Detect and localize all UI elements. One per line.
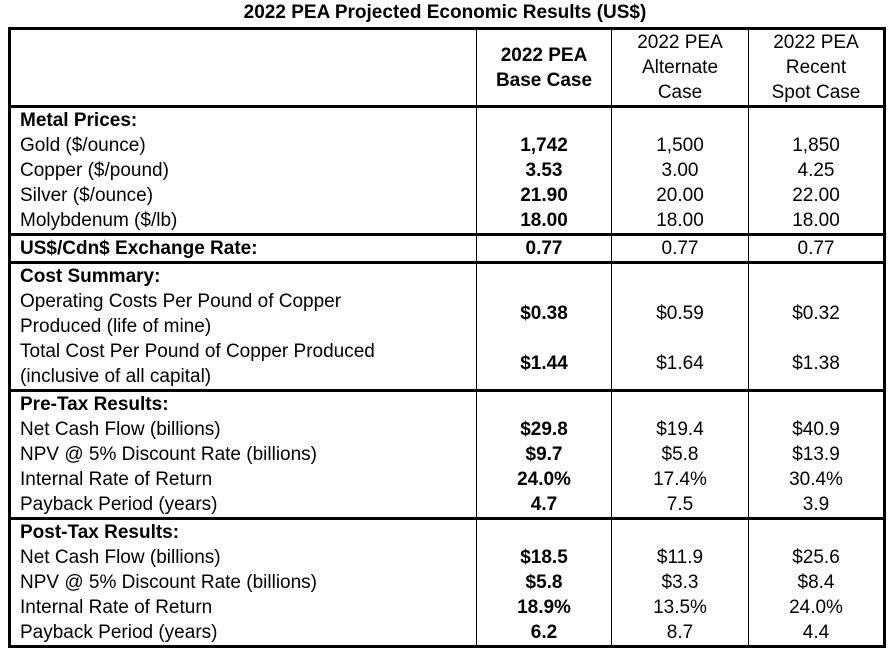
cell-posttax-irr-alt: 13.5% [653,597,707,618]
cell-pretax-payback-base: 4.7 [530,494,558,515]
metal-prices-alt-values [612,107,749,235]
cell-operating-costs-base: $0.38 [520,303,568,324]
cell-posttax-npv-alt: $3.3 [661,572,699,593]
cell-exchange-alt: 0.77 [661,238,699,259]
column-header-spot-case [749,29,885,107]
cell-molybdenum-alt: 18.00 [656,210,704,231]
row-label-exchange-rate: US$/Cdn$ Exchange Rate: [20,238,258,259]
cell-total-cost-alt: $1.64 [656,353,704,374]
pretax-labels [10,391,477,519]
cell-posttax-payback-spot: 4.4 [802,622,830,643]
row-label-posttax-payback: Payback Period (years) [20,622,218,643]
cell-posttax-irr-spot: 24.0% [789,597,843,618]
economic-results-table [8,27,886,648]
row-label-total-cost-l2: (inclusive of all capital) [20,366,212,387]
row-label-pretax-irr: Internal Rate of Return [20,469,213,490]
cell-operating-costs-spot: $0.32 [792,303,840,324]
cell-posttax-payback-alt: 8.7 [666,622,694,643]
cell-total-cost-spot: $1.38 [792,353,840,374]
cell-silver-spot: 22.00 [792,185,840,206]
cell-copper-spot: 4.25 [797,160,835,181]
cell-pretax-cash-flow-base: $29.8 [520,419,568,440]
exchange-rate-row [10,235,885,263]
cell-molybdenum-base: 18.00 [520,210,568,231]
cell-pretax-npv-base: $9.7 [525,444,563,465]
column-header-alt-line1: 2022 PEA [637,32,723,53]
column-header-spot-line3: Spot Case [771,82,861,103]
row-label-posttax-irr: Internal Rate of Return [20,597,213,618]
header-empty-cell [10,29,477,107]
row-label-operating-costs-l1: Operating Costs Per Pound of Copper [20,291,342,312]
column-header-base-line1: 2022 PEA [500,44,588,66]
cell-pretax-cash-flow-alt: $19.4 [656,419,704,440]
cell-posttax-npv-base: $5.8 [525,572,563,593]
posttax-labels [10,519,477,647]
table-title: 2022 PEA Projected Economic Results (US$) [243,2,647,23]
cell-silver-base: 21.90 [520,185,568,206]
metal-prices-base-values [477,107,612,235]
column-header-spot-line2: Recent [785,57,847,78]
cell-exchange-base: 0.77 [525,238,563,259]
row-label-operating-costs-l2: Produced (life of mine) [20,316,212,337]
cell-pretax-npv-alt: $5.8 [661,444,699,465]
cell-copper-alt: 3.00 [661,160,699,181]
cell-pretax-payback-spot: 3.9 [802,494,830,515]
cell-copper-base: 3.53 [525,160,563,181]
row-label-pretax-npv: NPV @ 5% Discount Rate (billions) [20,444,318,465]
section-heading-pretax: Pre-Tax Results: [20,394,169,415]
row-label-pretax-payback: Payback Period (years) [20,494,218,515]
row-label-gold: Gold ($/ounce) [20,135,146,156]
metal-prices-spot-values [749,107,885,235]
posttax-section [10,519,885,647]
column-header-base-case [477,29,612,107]
cell-molybdenum-spot: 18.00 [792,210,840,231]
cell-posttax-cash-flow-base: $18.5 [520,547,568,568]
cell-pretax-irr-alt: 17.4% [653,469,707,490]
column-header-alt-line2: Alternate [641,57,719,78]
row-label-posttax-cash-flow: Net Cash Flow (billions) [20,547,221,568]
column-header-alt-line3: Case [657,82,703,103]
row-label-posttax-npv: NPV @ 5% Discount Rate (billions) [20,572,318,593]
section-heading-cost-summary: Cost Summary: [20,266,161,287]
cell-posttax-npv-spot: $8.4 [797,572,835,593]
cell-exchange-spot: 0.77 [797,238,835,259]
cell-posttax-irr-base: 18.9% [517,597,571,618]
cell-pretax-irr-base: 24.0% [517,469,571,490]
column-header-alternate-case [612,29,749,107]
row-label-total-cost-l1: Total Cost Per Pound of Copper Produced [20,341,375,362]
cost-summary-labels [10,263,477,391]
header-row [10,29,885,107]
column-header-base-line2: Base Case [495,69,593,91]
metal-prices-labels [10,107,477,235]
cell-operating-costs-alt: $0.59 [656,303,704,324]
cell-pretax-irr-spot: 30.4% [789,469,843,490]
cell-gold-alt: 1,500 [656,135,704,156]
section-heading-metal-prices: Metal Prices: [20,110,138,131]
cell-silver-alt: 20.00 [656,185,704,206]
cell-pretax-cash-flow-spot: $40.9 [792,419,840,440]
cell-pretax-payback-alt: 7.5 [666,494,694,515]
row-label-silver: Silver ($/ounce) [20,185,154,206]
cell-gold-spot: 1,850 [792,135,840,156]
cell-posttax-cash-flow-alt: $11.9 [656,547,704,568]
metal-prices-section [10,107,885,235]
cost-summary-section [10,263,885,391]
cell-posttax-cash-flow-spot: $25.6 [792,547,840,568]
row-label-molybdenum: Molybdenum ($/lb) [20,210,178,231]
row-label-pretax-cash-flow: Net Cash Flow (billions) [20,419,221,440]
cell-gold-base: 1,742 [520,135,568,156]
row-label-copper: Copper ($/pound) [20,160,169,181]
section-heading-posttax: Post-Tax Results: [20,522,180,543]
cell-posttax-payback-base: 6.2 [530,622,558,643]
pretax-section [10,391,885,519]
cell-total-cost-base: $1.44 [520,353,568,374]
column-header-spot-line1: 2022 PEA [773,32,859,53]
cell-pretax-npv-spot: $13.9 [792,444,840,465]
